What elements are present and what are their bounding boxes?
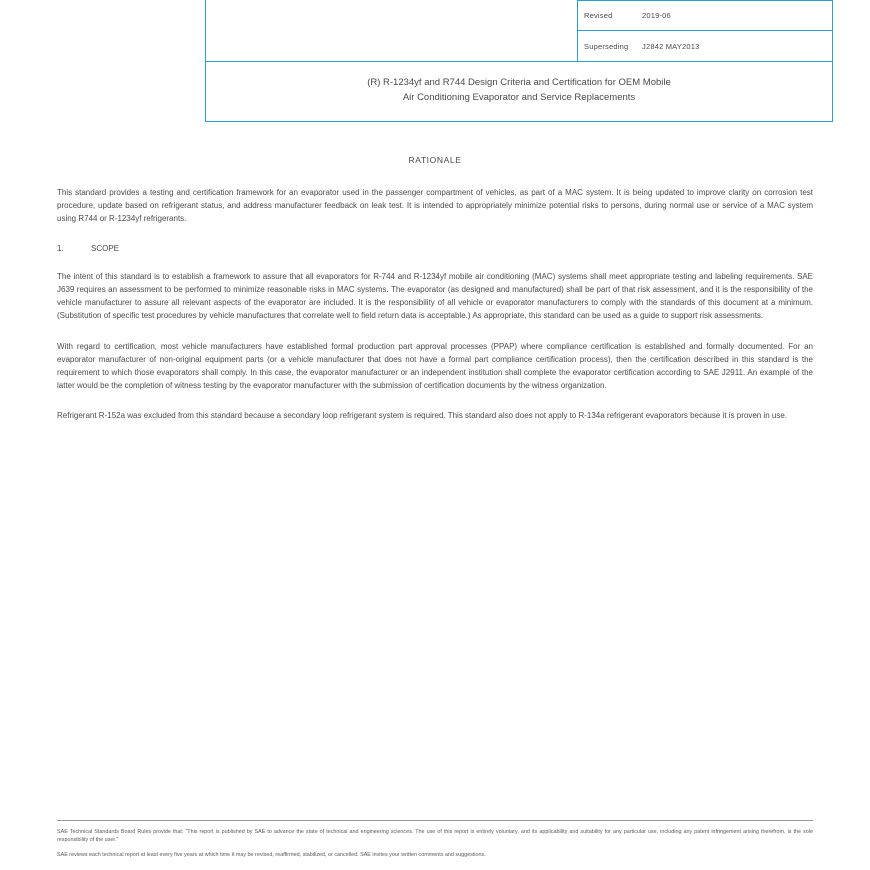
- scope-section-number: 1.: [57, 243, 64, 253]
- document-title-line-2: Air Conditioning Evaporator and Service Replacements: [402, 91, 636, 103]
- header-logo-cell: [206, 0, 578, 61]
- scope-paragraph-1: The intent of this standard is to establish a framework to assure that all evaporators for R-744 and R-1234yf mobile air conditioning (MAC) systems shall meet appropriate testing and labeling requirements. SAE J639 requires an assessment to be performed to minimize reasonable risks in MAC systems. The evaporator (as designed and manufactured) shall be part of that risk assessment, and it is the responsibility of the vehicle manufacturer to assure all relevant aspects of the evaporator are included. It is the responsibility of all vehicle or evaporator manufacturers to comply with the standards of this document at a minimum. (Substitution of specific test procedures by vehicle manufactures that correlate well to field return data is acceptable.) As appropriate, this standard can be used as a guide to support risk assessments.: [57, 271, 813, 320]
- header-revised-row: [578, 1, 832, 31]
- scope-section-title: SCOPE: [91, 243, 120, 253]
- document-title-line-1: (R) R-1234yf and R744 Design Criteria and Certification for OEM Mobile: [367, 77, 671, 88]
- header-meta-cell: [578, 0, 832, 61]
- footer-divider: [57, 820, 813, 821]
- scope-paragraph-2: With regard to certification, most vehicle manufacturers have established formal production part approval processes (PPAP) where compliance certification is established and formally documented. For an evaporator manufacturer of non-original equipment parts (or a vehicle manufacturer that does not have a formal part compliance certification process), then the certification described in this standard is the requirement to which those evaporators shall comply. In this case, the evaporator manufacturer or an independent institution shall complete the evaporator certification according to SAE J2911. An example of the latter would be the completion of witness testing by the evaporator manufacturer with the submission of certification documents by the witness organization.: [57, 341, 813, 390]
- footer-line-1: SAE Technical Standards Board Rules provide that: “This report is published by SAE to advance the state of technical and engineering sciences. The use of this report is entirely voluntary, and its applicability and suitability for any particular use, including any patent infringement arising therefrom, is the sole responsibility of the user.”: [57, 829, 813, 844]
- rationale-heading: RATIONALE: [408, 155, 462, 165]
- revised-label: Revised: [584, 11, 613, 20]
- document-body: [57, 155, 813, 441]
- revised-value: 2019-06: [642, 11, 671, 20]
- document-title: [206, 61, 832, 121]
- footer-line-2: SAE reviews each technical report at least every five years at which time it may be revised, reaffirmed, stabilized, or cancelled. SAE invites your written comments and suggestions.: [57, 851, 486, 858]
- rationale-paragraph: This standard provides a testing and certification framework for an evaporator used in the passenger compartment of vehicles, as part of a MAC system. It is being updated to improve clarity on corrosion test procedure, update based on refrigerant status, and address manufacturer feedback on leak test. It is intended to appropriately minimize potential risks to persons, during normal use or service of a MAC system using R744 or R-1234yf refrigerants.: [57, 188, 813, 223]
- superseding-label: Superseding: [584, 41, 629, 51]
- scope-section-heading: [57, 244, 813, 253]
- header-superseding-row: [578, 31, 832, 61]
- superseding-value: J2842 MAY2013: [642, 41, 700, 51]
- header-table-top: [206, 0, 832, 61]
- document-footer: [57, 828, 813, 865]
- document-header-table: [205, 0, 833, 122]
- scope-paragraph-3: Refrigerant R-152a was excluded from this standard because a secondary loop refrigerant system is required. This standard also does not apply to R-134a refrigerant evaporators because it is proven in use.: [57, 411, 788, 421]
